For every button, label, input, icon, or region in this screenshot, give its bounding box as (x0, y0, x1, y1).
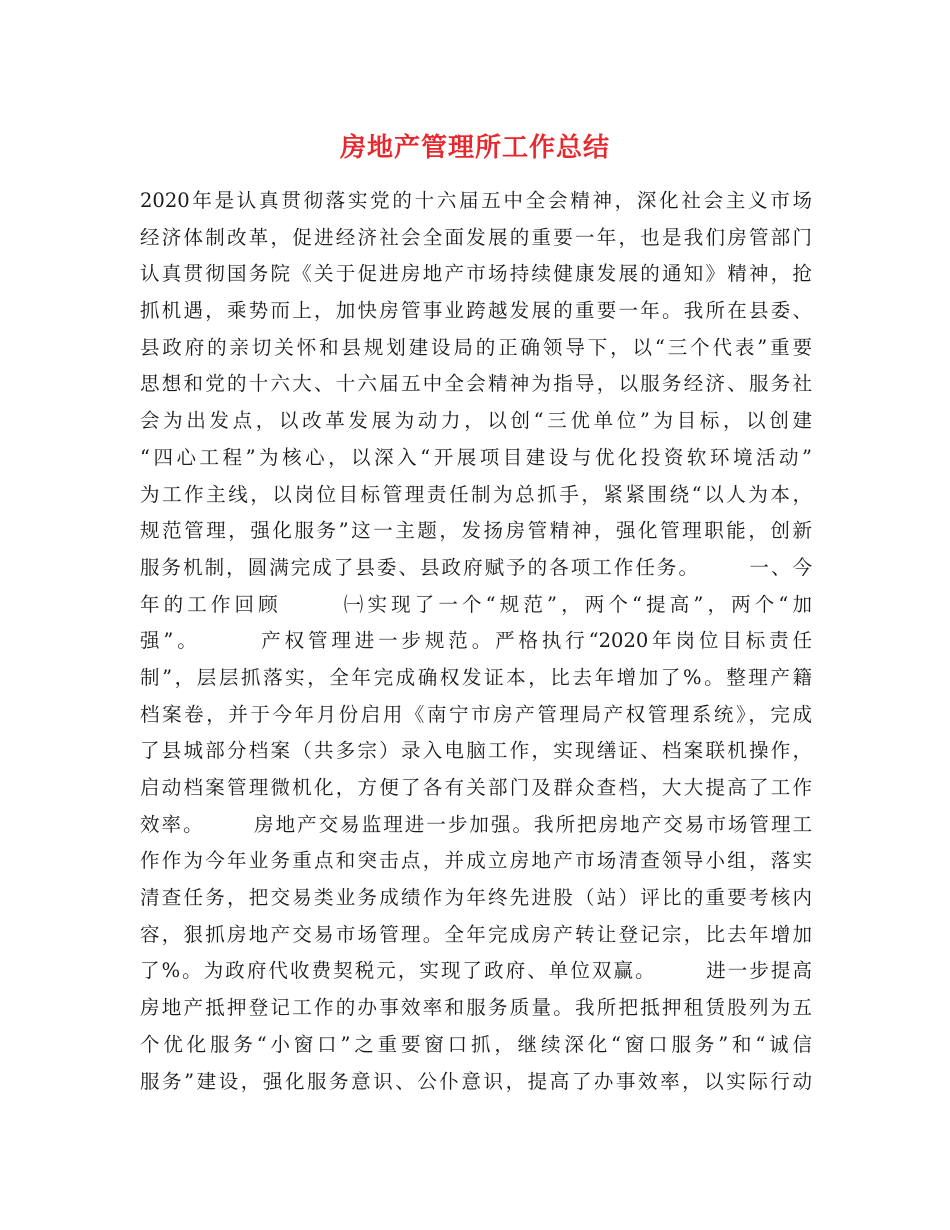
body-line: 为工作主线，以岗位目标管理责任制为总抓手，紧紧围绕“以人为本， (140, 482, 812, 506)
body-line: 档案卷，并于今年月份启用《南宁市房产管理局产权管理系统》，完成 (140, 702, 812, 726)
body-line: 思想和党的十六大、十六届五中全会精神为指导，以服务经济、服务社 (140, 372, 812, 396)
body-line: 清查任务，把交易类业务成绩作为年终先进股（站）评比的重要考核内 (140, 886, 812, 910)
body-line: 了%。为政府代收费契税元，实现了政府、单位双赢。 进一步提高 (140, 959, 812, 983)
body-line: 抓机遇，乘势而上，加快房管事业跨越发展的重要一年。我所在县委、 (140, 299, 812, 323)
body-line: 容，狠抓房地产交易市场管理。全年完成房产转让登记宗，比去年增加 (140, 922, 812, 946)
body-line: 制”，层层抓落实，全年完成确权发证本，比去年增加了%。整理产籍 (140, 665, 812, 689)
body-line: 强”。 产权管理进一步规范。严格执行“2020年岗位目标责任 (140, 629, 812, 653)
body-line: 会为出发点，以改革发展为动力，以创“三优单位”为目标，以创建 (140, 409, 812, 433)
body-line: 认真贯彻国务院《关于促进房地产市场持续健康发展的通知》精神，抢 (140, 262, 812, 286)
body-line: 个优化服务“小窗口”之重要窗口抓，继续深化“窗口服务”和“诚信 (140, 1032, 812, 1056)
body-line: 了县城部分档案（共多宗）录入电脑工作，实现缮证、档案联机操作， (140, 739, 812, 763)
body-line: 县政府的亲切关怀和县规划建设局的正确领导下，以“三个代表”重要 (140, 335, 812, 359)
body-line: 启动档案管理微机化，方便了各有关部门及群众查档，大大提高了工作 (140, 776, 812, 799)
body-line: 经济体制改革，促进经济社会全面发展的重要一年，也是我们房管部门 (140, 225, 812, 249)
body-line: 服务机制，圆满完成了县委、县政府赋予的各项工作任务。 一、今 (140, 555, 812, 579)
body-line: 作作为今年业务重点和突击点，并成立房地产市场清查领导小组，落实 (140, 849, 812, 873)
body-line: 规范管理，强化服务”这一主题，发扬房管精神，强化管理职能，创新 (140, 519, 812, 543)
body-line: 年的工作回顾 ㈠实现了一个“规范”，两个“提高”，两个“加 (140, 592, 812, 616)
body-line: 效率。 房地产交易监理进一步加强。我所把房地产交易市场管理工 (140, 812, 812, 836)
body-line: 服务”建设，强化服务意识、公仆意识，提高了办事效率，以实际行动 (140, 1069, 812, 1093)
body-line: 房地产抵押登记工作的办事效率和服务质量。我所把抵押租赁股列为五 (140, 996, 812, 1020)
body-line: “四心工程”为核心，以深入“开展项目建设与优化投资软环境活动” (140, 445, 812, 469)
body-line: 2020年是认真贯彻落实党的十六届五中全会精神，深化社会主义市场 (140, 189, 812, 212)
document-body (140, 183, 812, 1100)
document-title: 房地产管理所工作总结 (339, 133, 610, 163)
